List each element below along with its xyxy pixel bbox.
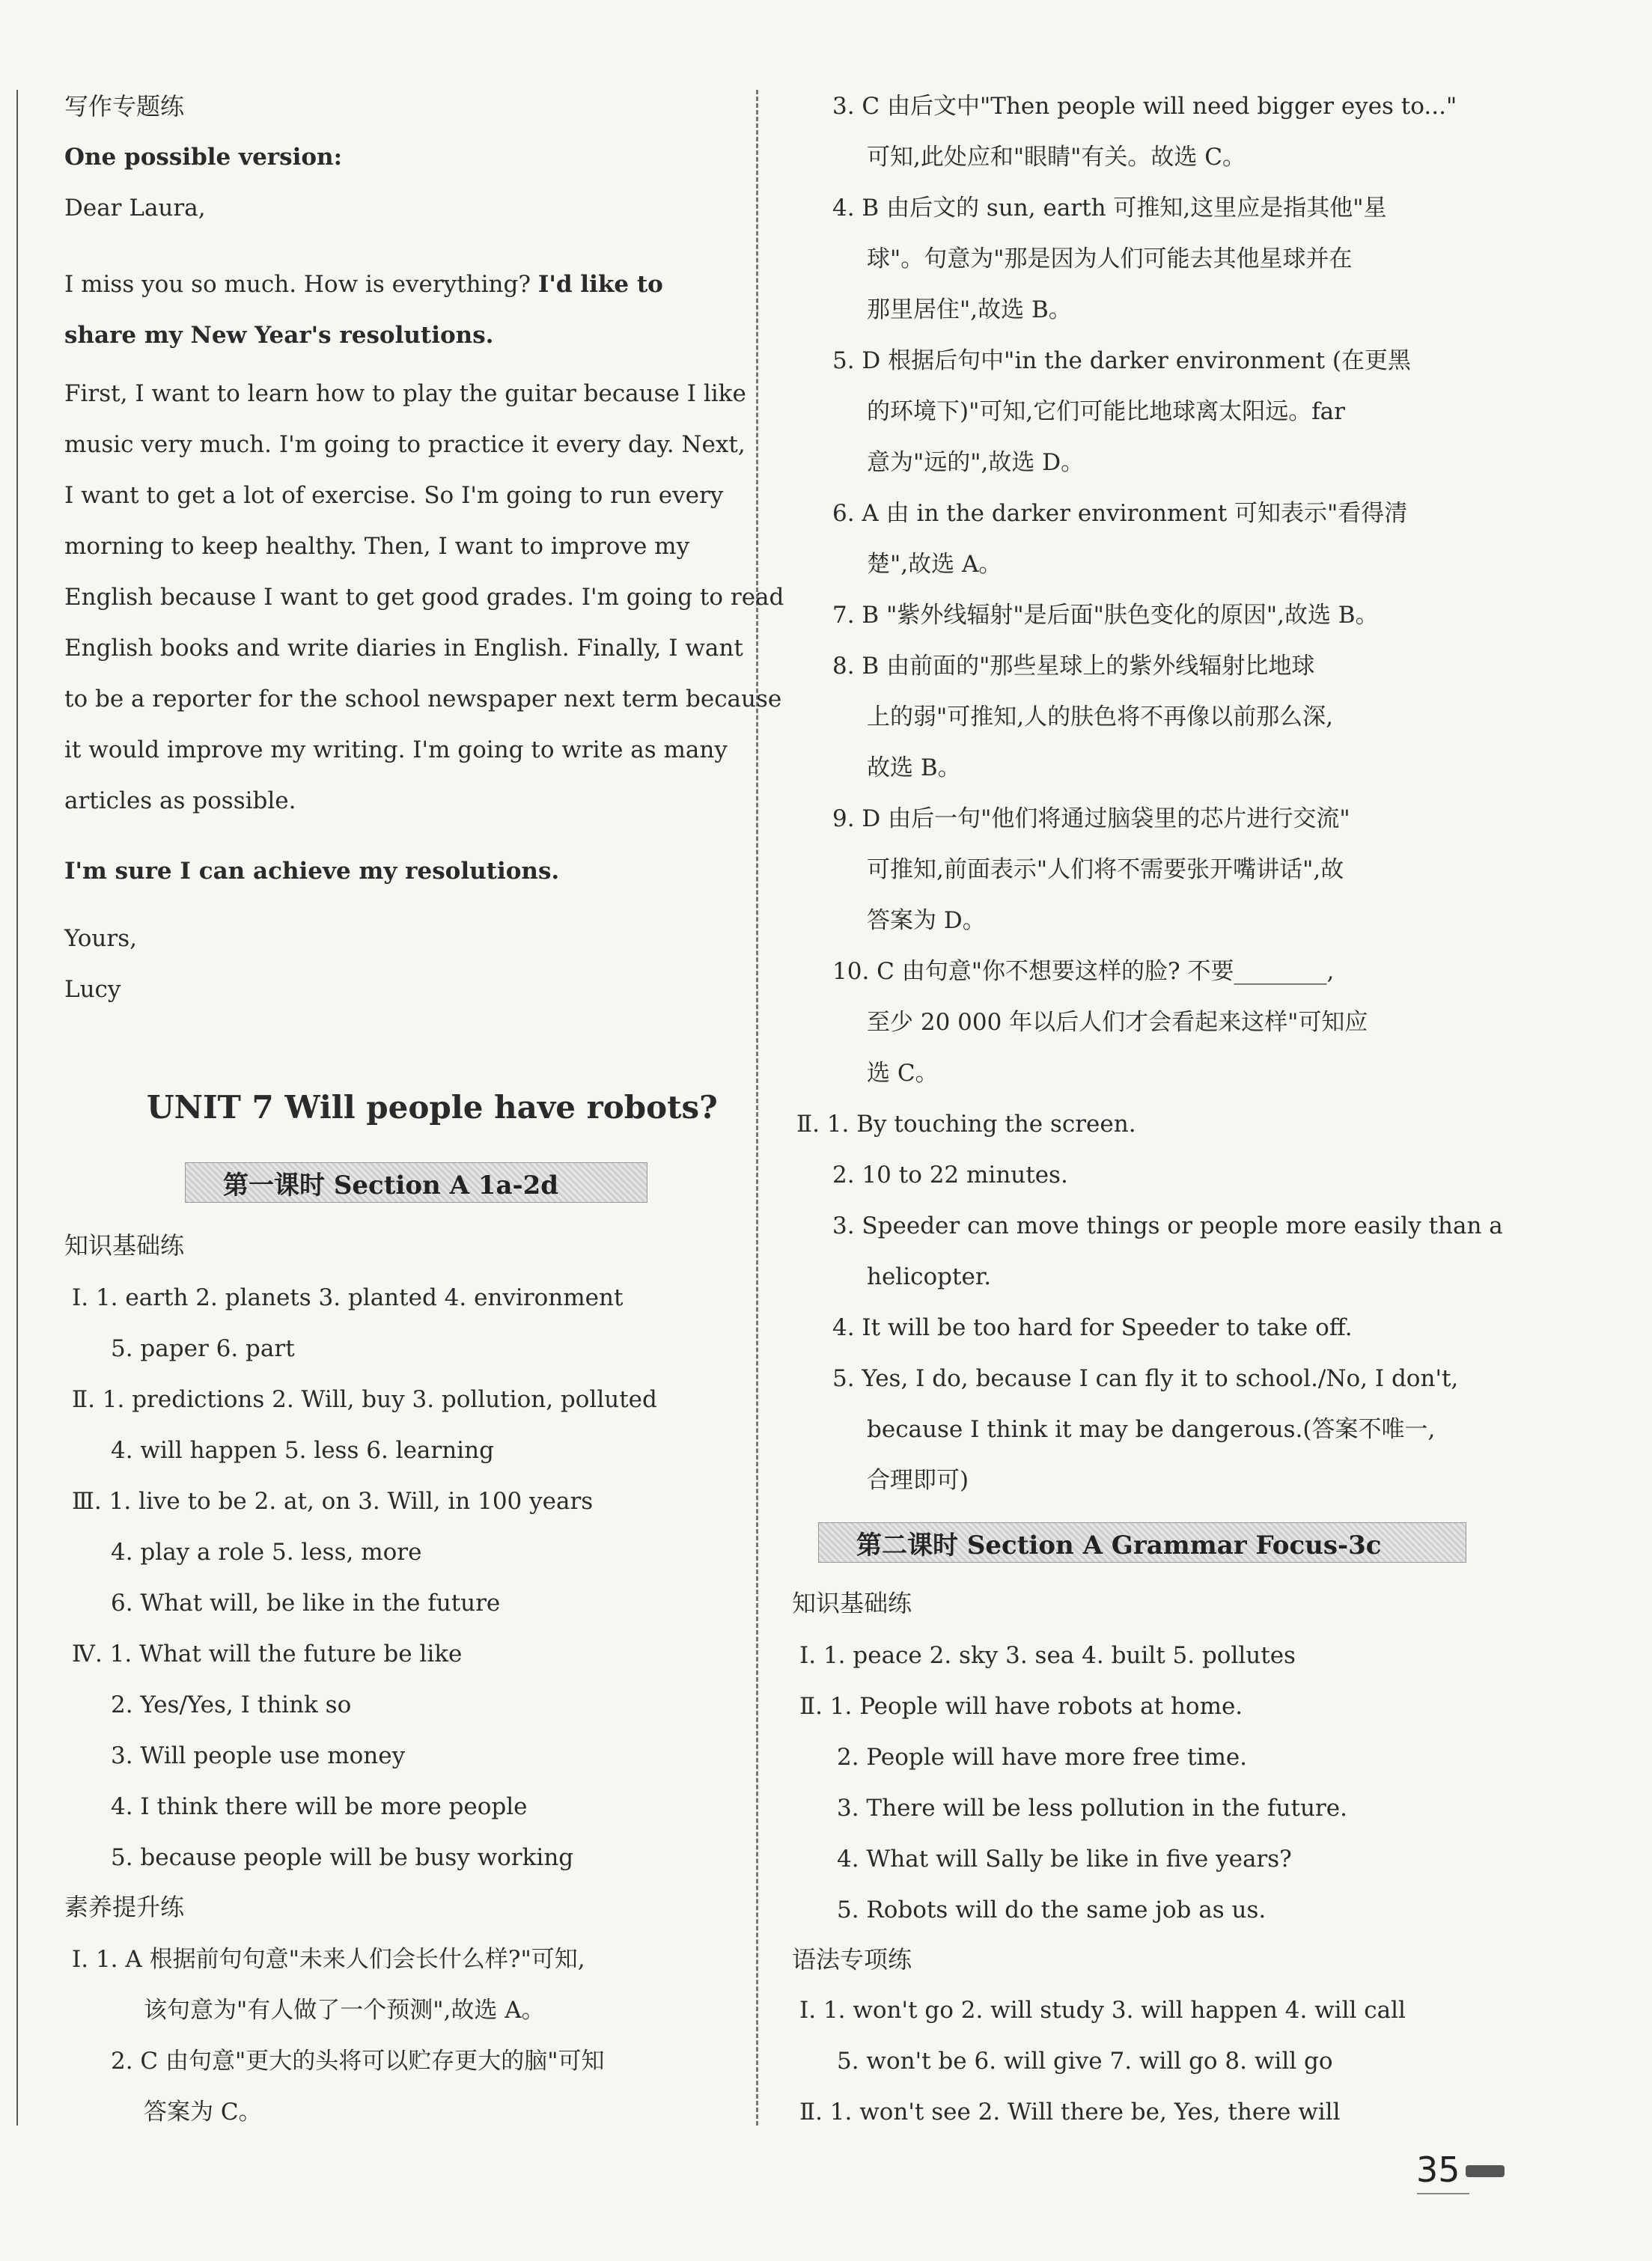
answer-line: 5. paper 6. part <box>111 1335 295 1362</box>
improve-heading: 素养提升练 <box>64 1893 185 1921</box>
answer-line: 4. B 由后文的 sun, earth 可推知,这里应是指其他"星 <box>832 195 1387 222</box>
letter-greeting: Dear Laura, <box>64 195 206 222</box>
letter-intro <box>64 259 731 361</box>
answer-line: 4. play a role 5. less, more <box>111 1539 422 1566</box>
letter-body-line: English books and write diaries in English. Finally, I want <box>64 635 743 662</box>
section-banner-2: 第二课时 Section A Grammar Focus-3c <box>818 1522 1466 1563</box>
letter-signoff: Yours, <box>64 925 137 952</box>
answer-line: 7. B "紫外线辐射"是后面"肤色变化的原因",故选 B。 <box>832 602 1379 629</box>
answer-line: 可知,此处应和"眼睛"有关。故选 C。 <box>867 144 1246 171</box>
answer-line: 2. 10 to 22 minutes. <box>832 1162 1068 1189</box>
answer-line: Ⅱ. 1. By touching the screen. <box>796 1111 1136 1138</box>
column-divider <box>756 90 758 2126</box>
answer-line: 该句意为"有人做了一个预测",故选 A。 <box>144 1997 545 2024</box>
intro-bold: I'd like to share my New Year's resolutions. <box>64 271 663 349</box>
answer-line: Ⅰ. 1. peace 2. sky 3. sea 4. built 5. pollutes <box>799 1642 1296 1669</box>
unit-title: UNIT 7 Will people have robots? <box>147 1089 718 1126</box>
answer-line: 那里居住",故选 B。 <box>867 296 1072 323</box>
answer-line: 合理即可) <box>867 1467 969 1494</box>
answer-line: 楚",故选 A。 <box>867 551 1002 578</box>
answer-line: 10. C 由句意"你不想要这样的脸? 不要________, <box>832 958 1335 985</box>
version-label: One possible version: <box>64 144 343 171</box>
answer-line: 意为"远的",故选 D。 <box>867 449 1085 476</box>
page-number-bar <box>1466 2165 1505 2177</box>
answer-line: because I think it may be dangerous.(答案不唯一, <box>867 1416 1436 1443</box>
page-number: 35 <box>1416 2149 1460 2190</box>
answer-line: Ⅳ. 1. What will the future be like <box>72 1641 463 1667</box>
answer-line: Ⅰ. 1. earth 2. planets 3. planted 4. environment <box>72 1284 624 1311</box>
letter-closing: I'm sure I can achieve my resolutions. <box>64 858 560 885</box>
answer-line: 选 C。 <box>867 1060 939 1087</box>
answer-line: 2. C 由句意"更大的头将可以贮存更大的脑"可知 <box>111 2048 605 2075</box>
answer-line: 3. C 由后文中"Then people will need bigger eyes to..." <box>832 93 1457 120</box>
answer-line: Ⅱ. 1. People will have robots at home. <box>799 1693 1243 1720</box>
answer-line: 故选 B。 <box>867 754 961 781</box>
answer-line: 至少 20 000 年以后人们才会看起来这样"可知应 <box>867 1009 1368 1036</box>
answer-line: 3. Will people use money <box>111 1742 406 1769</box>
answer-line: 答案为 C。 <box>144 2099 262 2126</box>
answer-line: 4. What will Sally be like in five years? <box>837 1846 1292 1873</box>
answer-line: 6. What will, be like in the future <box>111 1590 501 1617</box>
letter-signature: Lucy <box>64 976 121 1003</box>
answer-line: Ⅰ. 1. won't go 2. will study 3. will happen 4. will call <box>799 1997 1406 2024</box>
answer-line: Ⅱ. 1. predictions 2. Will, buy 3. pollution, polluted <box>72 1386 657 1413</box>
letter-body-line: morning to keep healthy. Then, I want to improve my <box>64 533 690 560</box>
intro-text: I miss you so much. How is everything? <box>64 271 538 298</box>
answer-line: 2. People will have more free time. <box>837 1744 1248 1771</box>
answer-line: helicopter. <box>867 1263 992 1290</box>
answer-line: 可推知,前面表示"人们将不需要张开嘴讲话",故 <box>867 856 1344 883</box>
answer-line: 的环境下)"可知,它们可能比地球离太阳远。far <box>867 398 1345 425</box>
section-banner-1: 第一课时 Section A 1a-2d <box>185 1162 647 1203</box>
grammar-heading: 语法专项练 <box>792 1945 912 1974</box>
answer-line: 球"。句意为"那是因为人们可能去其他星球并在 <box>867 245 1353 272</box>
knowledge-heading-1: 知识基础练 <box>64 1231 185 1260</box>
answer-line: 3. There will be less pollution in the future. <box>837 1795 1347 1822</box>
left-margin-line <box>16 90 18 2126</box>
answer-line: 5. Yes, I do, because I can fly it to school./No, I don't, <box>832 1365 1459 1392</box>
answer-line: 5. because people will be busy working <box>111 1844 574 1871</box>
answer-line: Ⅲ. 1. live to be 2. at, on 3. Will, in 100 years <box>72 1488 594 1515</box>
answer-line: Ⅱ. 1. won't see 2. Will there be, Yes, there will <box>799 2099 1341 2126</box>
letter-body-line: to be a reporter for the school newspaper next term because <box>64 686 782 713</box>
answer-line: 4. will happen 5. less 6. learning <box>111 1437 494 1464</box>
answer-line: 2. Yes/Yes, I think so <box>111 1691 352 1718</box>
answer-line: 8. B 由前面的"那些星球上的紫外线辐射比地球 <box>832 653 1315 680</box>
answer-line: 9. D 由后一句"他们将通过脑袋里的芯片进行交流" <box>832 805 1350 832</box>
answer-line: 5. D 根据后句中"in the darker environment (在更黑 <box>832 347 1412 374</box>
answer-line: 4. It will be too hard for Speeder to take off. <box>832 1314 1353 1341</box>
letter-body-line: English because I want to get good grades. I'm going to read <box>64 584 784 611</box>
answer-line: 上的弱"可推知,人的肤色将不再像以前那么深, <box>867 704 1333 730</box>
answer-line: 3. Speeder can move things or people more easily than a <box>832 1212 1503 1239</box>
answer-line: 5. Robots will do the same job as us. <box>837 1897 1267 1923</box>
answer-line: 4. I think there will be more people <box>111 1793 528 1820</box>
letter-body-line: articles as possible. <box>64 787 296 814</box>
letter-body-line: I want to get a lot of exercise. So I'm going to run every <box>64 482 724 509</box>
writing-heading: 写作专题练 <box>64 92 185 120</box>
answer-line: 6. A 由 in the darker environment 可知表示"看得清 <box>832 500 1408 527</box>
letter-body-line: First, I want to learn how to play the guitar because I like <box>64 380 746 407</box>
answer-line: 5. won't be 6. will give 7. will go 8. will go <box>837 2048 1333 2075</box>
answer-line: 答案为 D。 <box>867 907 986 934</box>
knowledge-heading-2: 知识基础练 <box>792 1589 912 1617</box>
letter-body-line: music very much. I'm going to practice it every day. Next, <box>64 431 746 458</box>
page-number-underline <box>1417 2193 1469 2194</box>
answer-line: Ⅰ. 1. A 根据前句句意"未来人们会长什么样?"可知, <box>72 1946 585 1973</box>
letter-body-line: it would improve my writing. I'm going to write as many <box>64 736 728 763</box>
